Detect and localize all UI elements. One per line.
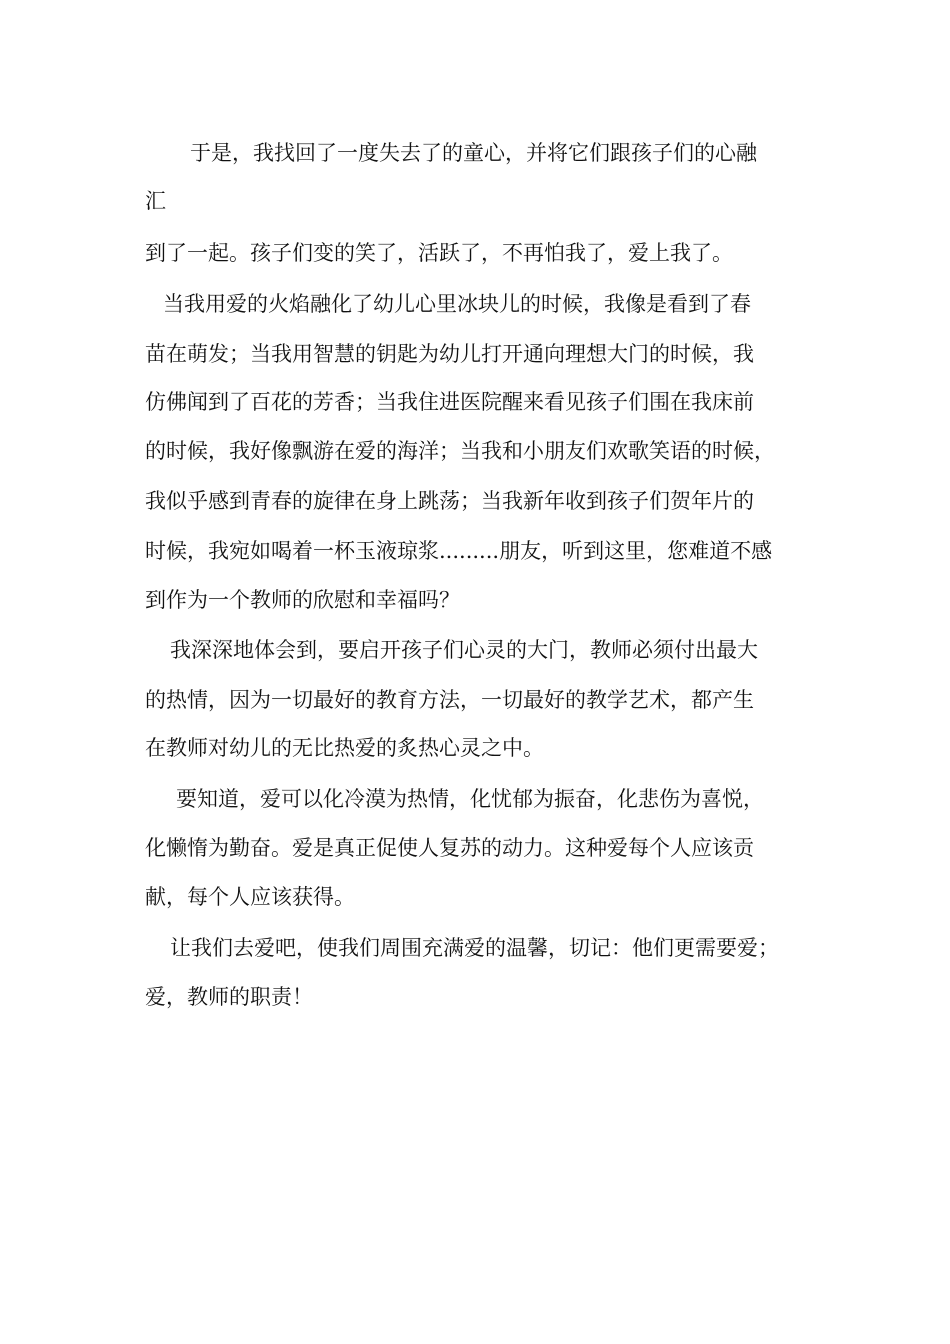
text-line: 爱，教师的职责！ xyxy=(145,985,313,1009)
text-line: 我似乎感到青春的旋律在身上跳荡；当我新年收到孩子们贺年片的 xyxy=(145,489,754,513)
text-line: 的时候，我好像飘游在爱的海洋；当我和小朋友们欢歌笑语的时候， xyxy=(145,439,775,463)
text-line: 让我们去爱吧，使我们周围充满爱的温馨，切记：他们更需要爱； xyxy=(170,936,779,960)
text-line: 在教师对幼儿的无比热爱的炙热心灵之中。 xyxy=(145,736,544,760)
text-line: 仿佛闻到了百花的芳香；当我住进医院醒来看见孩子们围在我床前 xyxy=(145,390,754,414)
text-line: 献，每个人应该获得。 xyxy=(145,885,355,909)
text-line: 我深深地体会到，要启开孩子们心灵的大门，教师必须付出最大 xyxy=(170,638,758,662)
text-line: 汇 xyxy=(145,189,166,213)
text-line: 时候，我宛如喝着一杯玉液琼浆.........朋友，听到这里，您难道不感 xyxy=(145,539,773,563)
text-line: 要知道，爱可以化冷漠为热情，化忧郁为振奋，化悲伤为喜悦， xyxy=(176,787,764,811)
text-line: 当我用爱的火焰融化了幼儿心里冰块儿的时候，我像是看到了春 xyxy=(163,292,751,316)
text-line: 的热情，因为一切最好的教育方法，一切最好的教学艺术，都产生 xyxy=(145,688,754,712)
text-line: 苗在萌发；当我用智慧的钥匙为幼儿打开通向理想大门的时候，我 xyxy=(145,342,754,366)
text-line: 到了一起。孩子们变的笑了，活跃了，不再怕我了，爱上我了。 xyxy=(145,241,733,265)
text-line: 到作为一个教师的欣慰和幸福吗？ xyxy=(145,588,460,612)
text-line: 于是，我找回了一度失去了的童心，并将它们跟孩子们的心融 xyxy=(190,141,757,165)
text-line: 化懒惰为勤奋。爱是真正促使人复苏的动力。这种爱每个人应该贡 xyxy=(145,836,754,860)
